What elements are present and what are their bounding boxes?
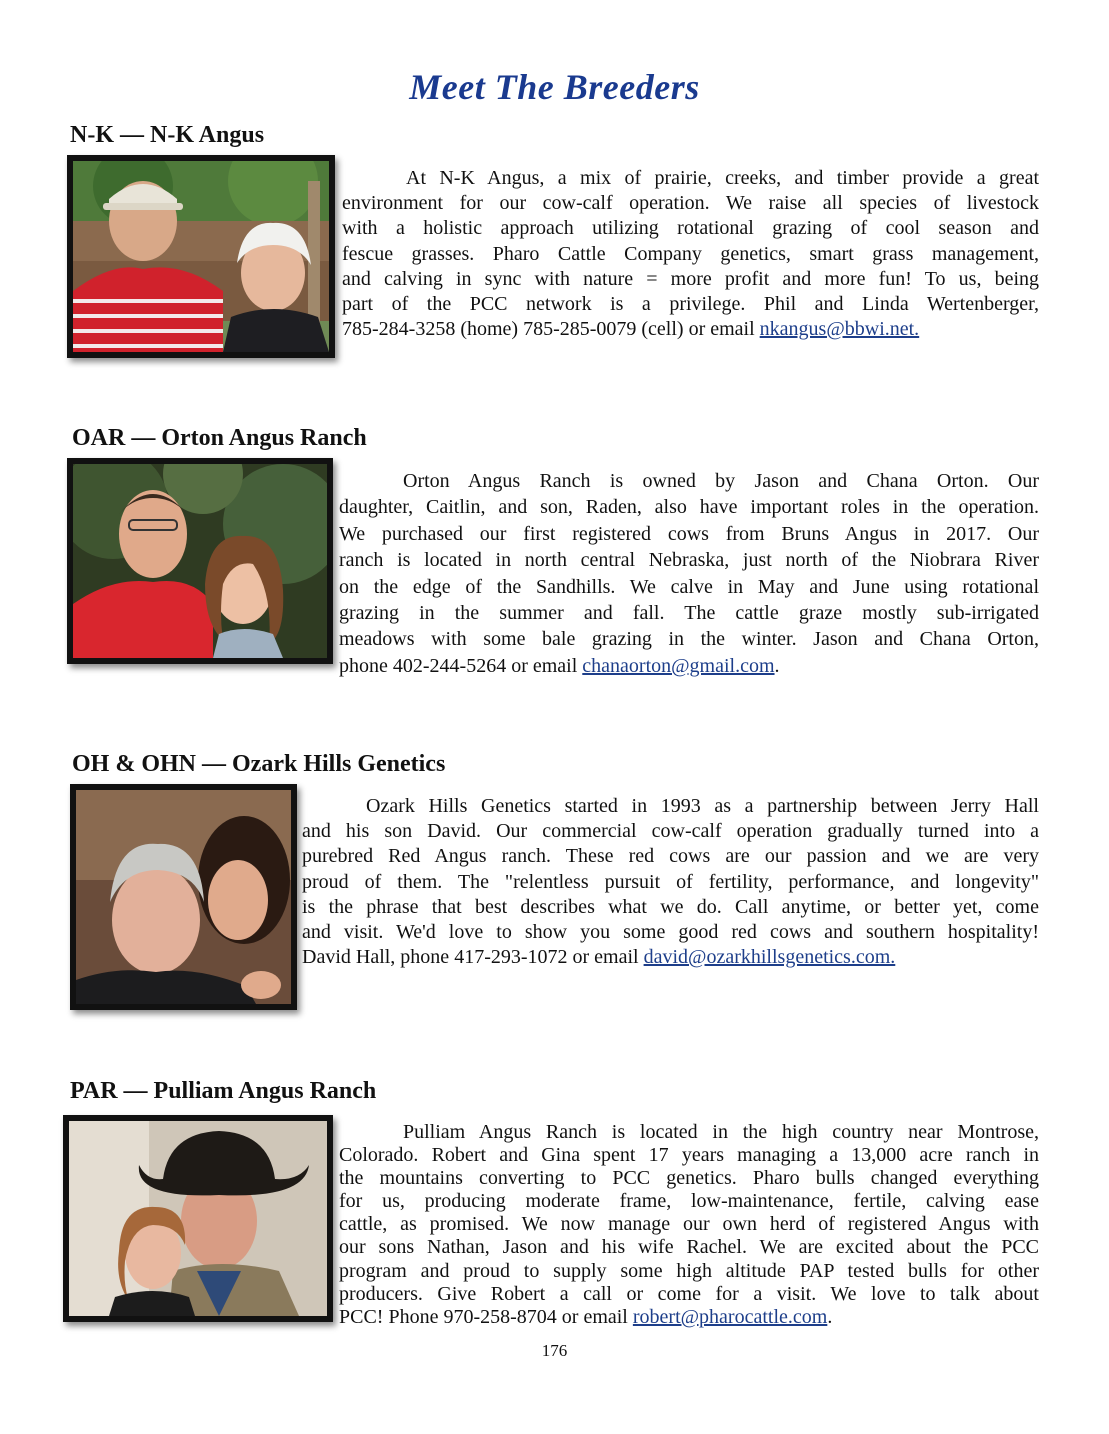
text-line: Pulliam Angus Ranch is located in the high country near Montrose,: [403, 1121, 1039, 1143]
text-line: environment for our cow-calf operation. We raise all species of livestock: [342, 192, 1039, 215]
text-line: 785-284-3258 (home) 785-285-0079 (cell) or email: [342, 318, 760, 341]
text-line: ranch is located in north central Nebraska, just north of the Niobrara River: [339, 549, 1039, 572]
text-line: is the phrase that best describes what we do. Call anytime, or better yet, come: [302, 895, 1039, 918]
page-title: Meet The Breeders: [409, 67, 700, 107]
text-line: and visit. We'd love to show you some good red cows and southern hospitality!: [302, 921, 1039, 944]
text-line: purebred Red Angus ranch. These red cows are our passion and we are very: [302, 845, 1039, 868]
breeder-text-nk: [342, 166, 1039, 342]
email-link-oar[interactable]: chanaorton@gmail.com: [582, 654, 775, 677]
text-line: and calving in sync with nature = more profit and more fun! To us, being: [342, 267, 1039, 290]
breeder-photo-oh: [70, 784, 297, 1010]
text-line: PCC! Phone 970-258-8704 or email: [339, 1305, 633, 1328]
text-line: cattle, as promised. We now manage our own herd of registered Angus with: [339, 1213, 1039, 1236]
text-line: for us, producing moderate frame, low-maintenance, fertile, calving ease: [339, 1190, 1039, 1213]
breeder-title-oh: OH & OHN — Ozark Hills Genetics: [72, 751, 446, 777]
breeder-text-oh: [302, 794, 1039, 970]
email-link-nk[interactable]: nkangus@bbwi.net.: [759, 318, 920, 341]
breeder-title-nk: N-K — N-K Angus: [70, 122, 265, 148]
breeder-text-par: [339, 1121, 1039, 1329]
text-line: Orton Angus Ranch is owned by Jason and Chana Orton. Our: [403, 470, 1039, 492]
text-line: phone 402-244-5264 or email: [339, 654, 583, 677]
text-line: Colorado. Robert and Gina spent 17 years managing a 13,000 acre ranch in: [339, 1144, 1039, 1167]
breeder-photo-par: [63, 1115, 333, 1322]
text-line-end: .: [774, 654, 780, 677]
email-link-par[interactable]: robert@pharocattle.com: [632, 1305, 828, 1328]
page-number: 176: [541, 1341, 568, 1360]
email-link-oh[interactable]: david@ozarkhillsgenetics.com.: [643, 946, 896, 969]
text-line: proud of them. The "relentless pursuit of fertility, performance, and longevity": [302, 870, 1039, 893]
text-line: with a holistic approach utilizing rotational grazing of cool season and: [342, 217, 1039, 240]
breeder-text-oar: [339, 468, 1039, 679]
text-line: our sons Nathan, Jason and his wife Rachel. We are excited about the PCC: [339, 1236, 1039, 1259]
text-line: on the edge of the Sandhills. We calve in May and June using rotational: [339, 575, 1039, 598]
text-line: David Hall, phone 417-293-1072 or email: [302, 946, 644, 969]
breeder-title-par: PAR — Pulliam Angus Ranch: [70, 1078, 377, 1104]
text-line: and his son David. Our commercial cow-calf operation gradually turned into a: [302, 820, 1039, 843]
text-line: producers. Give Robert a call or come for a visit. We love to talk about: [339, 1282, 1039, 1305]
text-line: part of the PCC network is a privilege. Phil and Linda Wertenberger,: [342, 293, 1039, 316]
text-line: the mountains converting to PCC genetics. Pharo bulls changed everything: [339, 1167, 1039, 1190]
text-line-end: .: [827, 1305, 833, 1328]
breeder-photo-oar: [67, 458, 333, 664]
text-line: We purchased our first registered cows from Bruns Angus in 2017. Our: [339, 522, 1039, 545]
text-line: daughter, Caitlin, and son, Raden, also have important roles in the operation.: [339, 496, 1039, 519]
breeder-photo-nk: [67, 155, 335, 358]
text-line: Ozark Hills Genetics started in 1993 as a partnership between Jerry Hall: [366, 795, 1039, 817]
text-line: fescue grasses. Pharo Cattle Company genetics, smart grass management,: [342, 242, 1039, 265]
text-line: program and proud to supply some high altitude PAP tested bulls for other: [339, 1259, 1039, 1282]
text-line: meadows with some bale grazing in the winter. Jason and Chana Orton,: [339, 628, 1039, 651]
text-line: At N-K Angus, a mix of prairie, creeks, and timber provide a great: [406, 167, 1039, 189]
text-line: grazing in the summer and fall. The cattle graze mostly sub-irrigated: [339, 602, 1039, 625]
breeder-title-oar: OAR — Orton Angus Ranch: [72, 425, 367, 451]
